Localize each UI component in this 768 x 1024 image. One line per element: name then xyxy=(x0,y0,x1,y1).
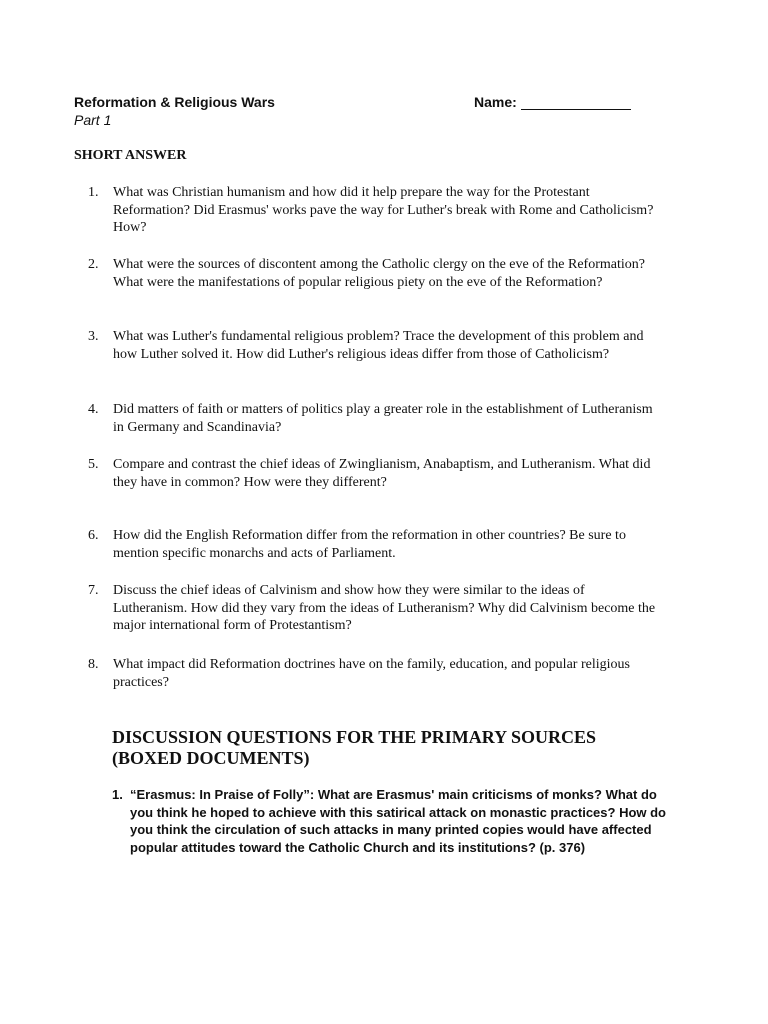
worksheet-title: Reformation & Religious Wars xyxy=(74,94,275,110)
question-2 xyxy=(88,256,658,291)
short-answer-heading: SHORT ANSWER xyxy=(74,148,187,163)
question-number: 6. xyxy=(88,528,99,543)
question-text: What were the sources of discontent among the Catholic clergy on the eve of the Reformation? What were the manifestations of popular religious piety on the eve of the Reformation? xyxy=(113,257,645,290)
name-blank-line xyxy=(521,95,631,110)
discussion-question-number: 1. xyxy=(112,787,123,802)
question-text: What impact did Reformation doctrines have on the family, education, and popular religious practices? xyxy=(113,657,630,690)
question-text: Compare and contrast the chief ideas of Zwinglianism, Anabaptism, and Lutheranism. What did they have in common? How were they different? xyxy=(113,457,651,490)
question-8 xyxy=(88,656,658,691)
question-text: How did the English Reformation differ from the reformation in other countries? Be sure to mention specific monarchs and acts of Parliament. xyxy=(113,528,626,561)
question-text: What was Luther's fundamental religious problem? Trace the development of this problem and how Luther solved it. How did Luther's religious ideas differ from those of Catholicism? xyxy=(113,329,644,362)
question-number: 4. xyxy=(88,402,99,417)
question-number: 7. xyxy=(88,583,99,598)
question-number: 8. xyxy=(88,657,99,672)
question-7 xyxy=(88,582,658,635)
discussion-question-1 xyxy=(112,786,672,856)
question-1 xyxy=(88,184,658,237)
discussion-heading xyxy=(112,727,596,769)
question-6 xyxy=(88,527,658,562)
question-number: 1. xyxy=(88,185,99,200)
discussion-heading-line-2: (BOXED DOCUMENTS) xyxy=(112,748,310,768)
question-3 xyxy=(88,328,658,363)
question-5 xyxy=(88,456,658,491)
question-4 xyxy=(88,401,658,436)
discussion-heading-line-1: DISCUSSION QUESTIONS FOR THE PRIMARY SOURCES xyxy=(112,727,596,747)
question-number: 2. xyxy=(88,257,99,272)
worksheet-part: Part 1 xyxy=(74,112,112,128)
question-number: 3. xyxy=(88,329,99,344)
name-label: Name: xyxy=(474,94,517,110)
name-field xyxy=(474,94,631,110)
question-number: 5. xyxy=(88,457,99,472)
question-text: What was Christian humanism and how did it help prepare the way for the Protestant Reformation? Did Erasmus' works pave the way for Luther's break with Rome and Catholicism? How? xyxy=(113,185,654,235)
discussion-question-text: “Erasmus: In Praise of Folly”: What are Erasmus' main criticisms of monks? What do you think he hoped to achieve with this satirical attack on monastic practices? How do you think the circulation of such attacks in many printed copies would have affected popular attitudes toward the Catholic Church and its institutions? (p. 376) xyxy=(130,787,667,855)
question-text: Did matters of faith or matters of politics play a greater role in the establishment of Lutheranism in Germany and Scandinavia? xyxy=(113,402,653,435)
question-text: Discuss the chief ideas of Calvinism and show how they were similar to the ideas of Lutheranism. How did they vary from the ideas of Lutheranism? Why did Calvinism become the major international form of Protestantism? xyxy=(113,583,656,633)
